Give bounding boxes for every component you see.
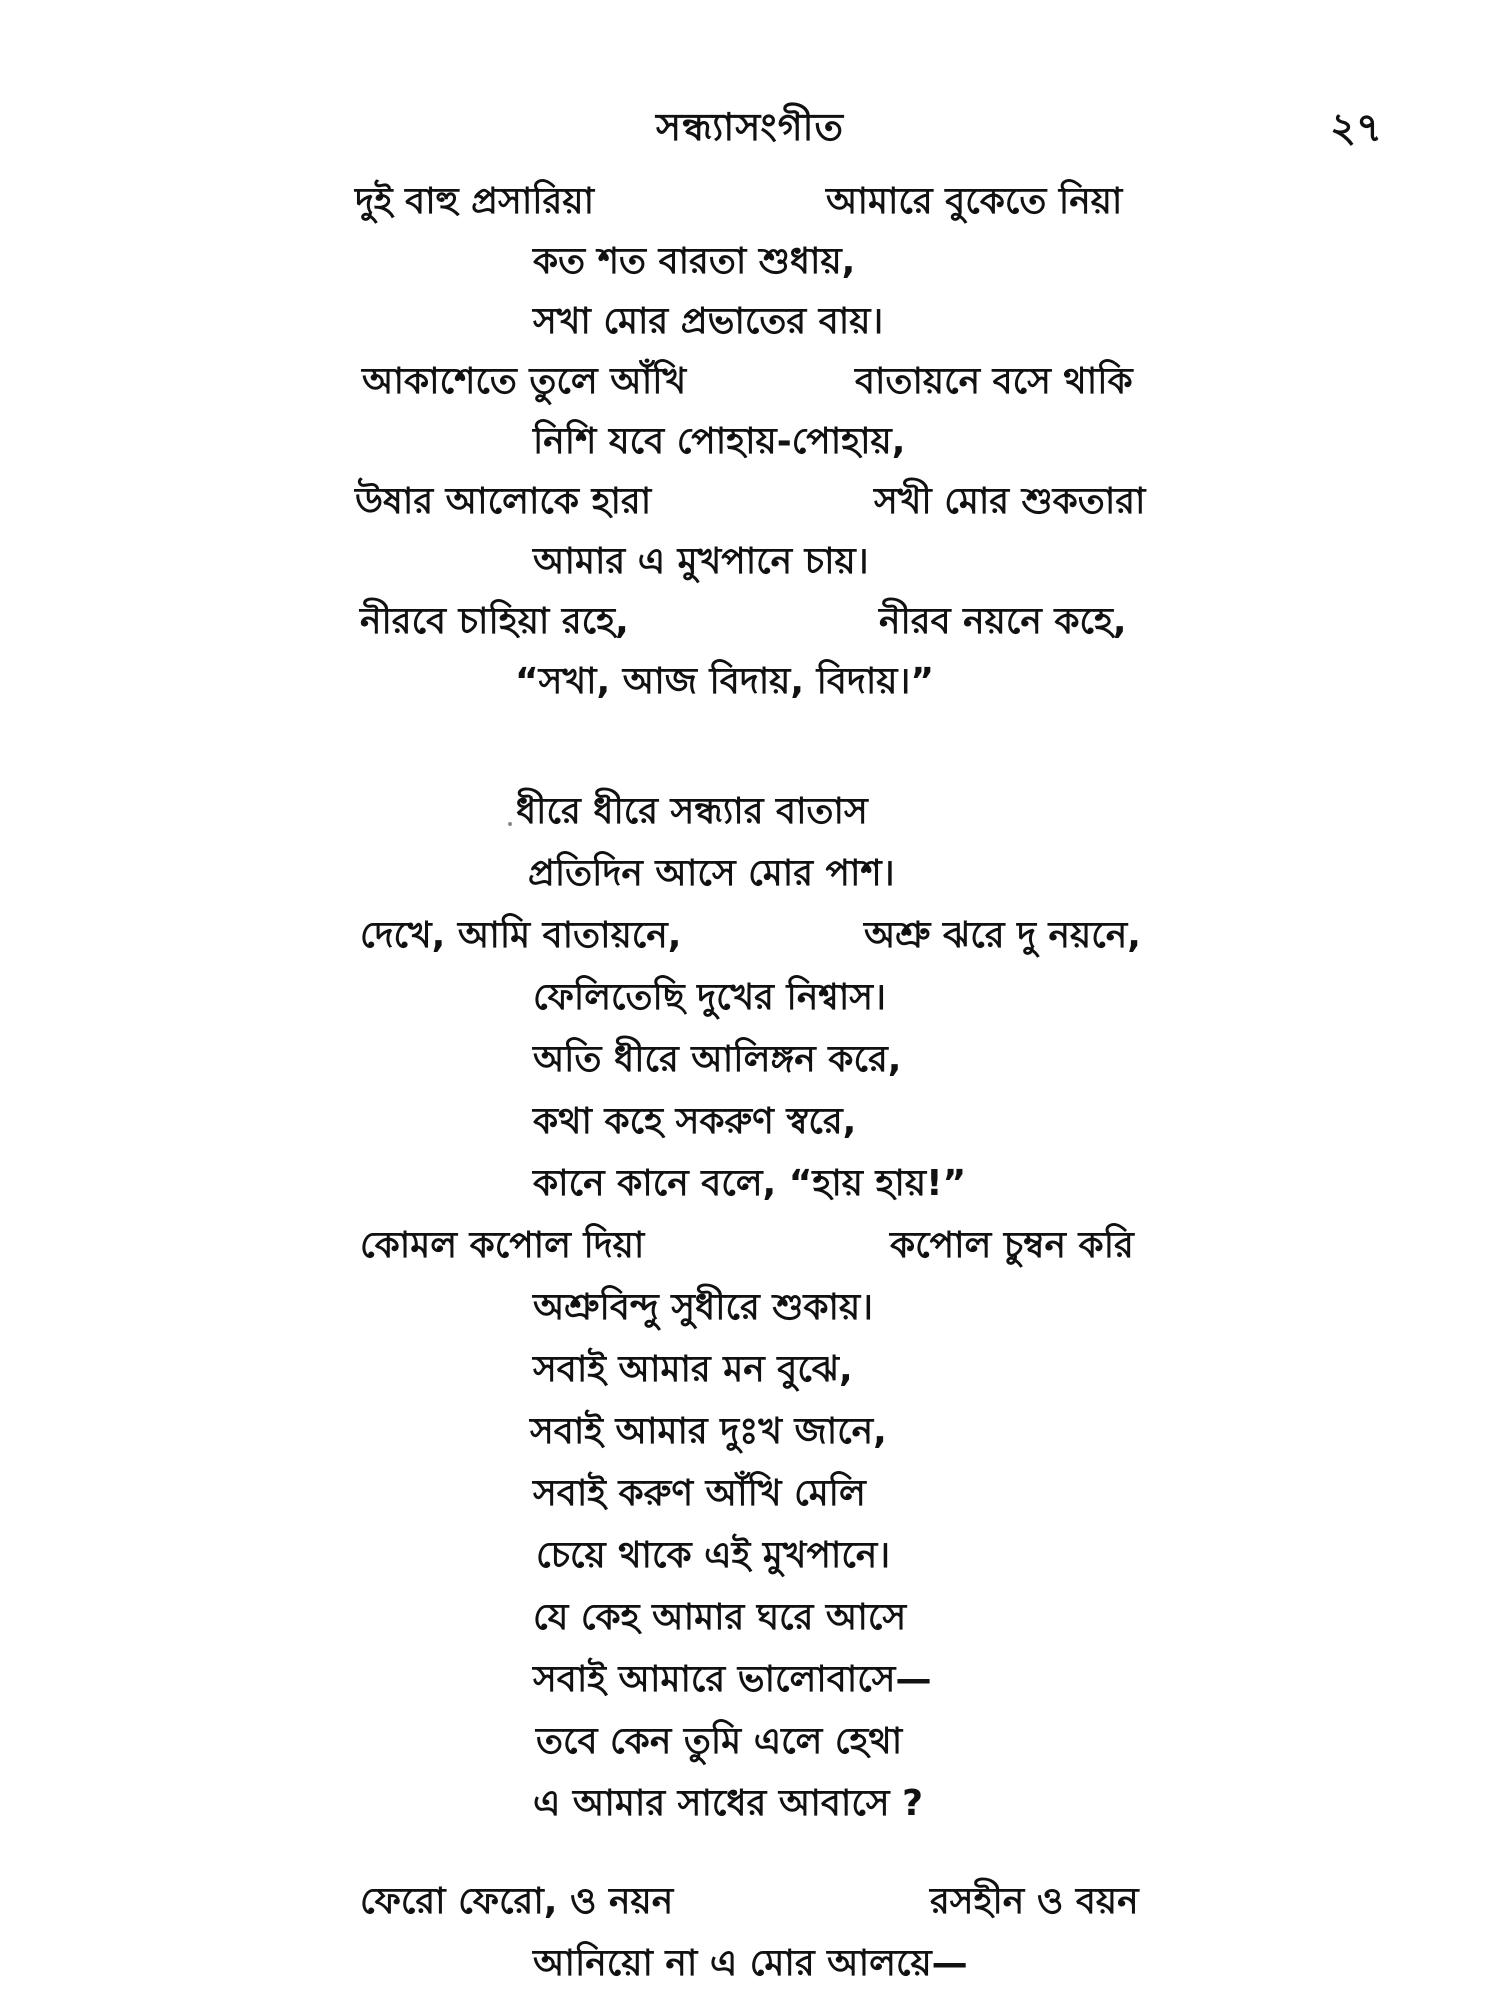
verse-line: কথা কহে সকরুণ স্বরে, (533, 1101, 857, 1142)
verse-line: অশ্রুবিন্দু সুধীরে শুকায়। (533, 1287, 874, 1328)
verse-line: কোমল কপোল দিয়া (360, 1225, 645, 1266)
print-speck (508, 822, 512, 826)
verse-line: নীরব নয়নে কহে, (879, 601, 1127, 642)
verse-line: আকাশেতে তুলে আঁখি (362, 361, 687, 402)
verse-line: যে কেহ আমার ঘরে আসে (533, 1597, 907, 1638)
verse-line: তবে কেন তুমি এলে হেথা (536, 1721, 903, 1762)
verse-line: ফেলিতেছি দুখের নিশ্বাস। (533, 977, 886, 1018)
verse-line: ফেরো ফেরো, ও নয়ন (360, 1881, 674, 1922)
verse-line: অতি ধীরে আলিঙ্গন করে, (533, 1039, 902, 1080)
verse-line: রসহীন ও বয়ন (930, 1881, 1139, 1922)
verse-line: আনিয়ো না এ মোর আলয়ে— (533, 1943, 968, 1984)
verse-line: সবাই করুণ আঁখি মেলি (533, 1473, 866, 1514)
verse-line: কত শত বারতা শুধায়, (533, 241, 856, 282)
verse-line: প্রতিদিন আসে মোর পাশ। (528, 853, 895, 894)
verse-line: সবাই আমারে ভালোবাসে— (533, 1659, 932, 1700)
verse-line: সখা মোর প্রভাতের বায়। (533, 301, 884, 342)
verse-line: দেখে, আমি বাতায়নে, (360, 915, 682, 956)
verse-line: উষার আলোকে হারা (355, 481, 652, 522)
verse-line: নিশি যবে পোহায়-পোহায়, (533, 421, 906, 462)
verse-line: নীরবে চাহিয়া রহে, (360, 601, 629, 642)
verse-line: আমারে বুকেতে নিয়া (826, 181, 1123, 222)
verse-line: ধীরে ধীরে সন্ধ্যার বাতাস (516, 791, 868, 832)
verse-line: সবাই আমার দুঃখ জানে, (530, 1411, 887, 1452)
verse-line: সবাই আমার মন বুঝে, (533, 1349, 853, 1390)
verse-line: সখী মোর শুকতারা (874, 481, 1146, 522)
verse-line: “সখা, আজ বিদায়, বিদায়।” (515, 661, 934, 702)
verse-line: কানে কানে বলে, “হায় হায়!” (533, 1163, 967, 1204)
verse-line: কপোল চুম্বন করি (890, 1225, 1134, 1266)
verse-line: চেয়ে থাকে এই মুখপানে। (536, 1535, 891, 1576)
verse-line: বাতায়নে বসে থাকি (855, 361, 1133, 402)
verse-line: আমার এ মুখপানে চায়। (533, 541, 869, 582)
verse-line: অশ্রু ঝরে দু নয়নে, (864, 915, 1141, 956)
running-header-title: সন্ধ্যাসংগীত (656, 105, 844, 149)
verse-line: দুই বাহু প্রসারিয়া (355, 181, 595, 222)
page-number: ২৭ (1330, 105, 1383, 151)
verse-line: এ আমার সাধের আবাসে ? (533, 1783, 924, 1824)
